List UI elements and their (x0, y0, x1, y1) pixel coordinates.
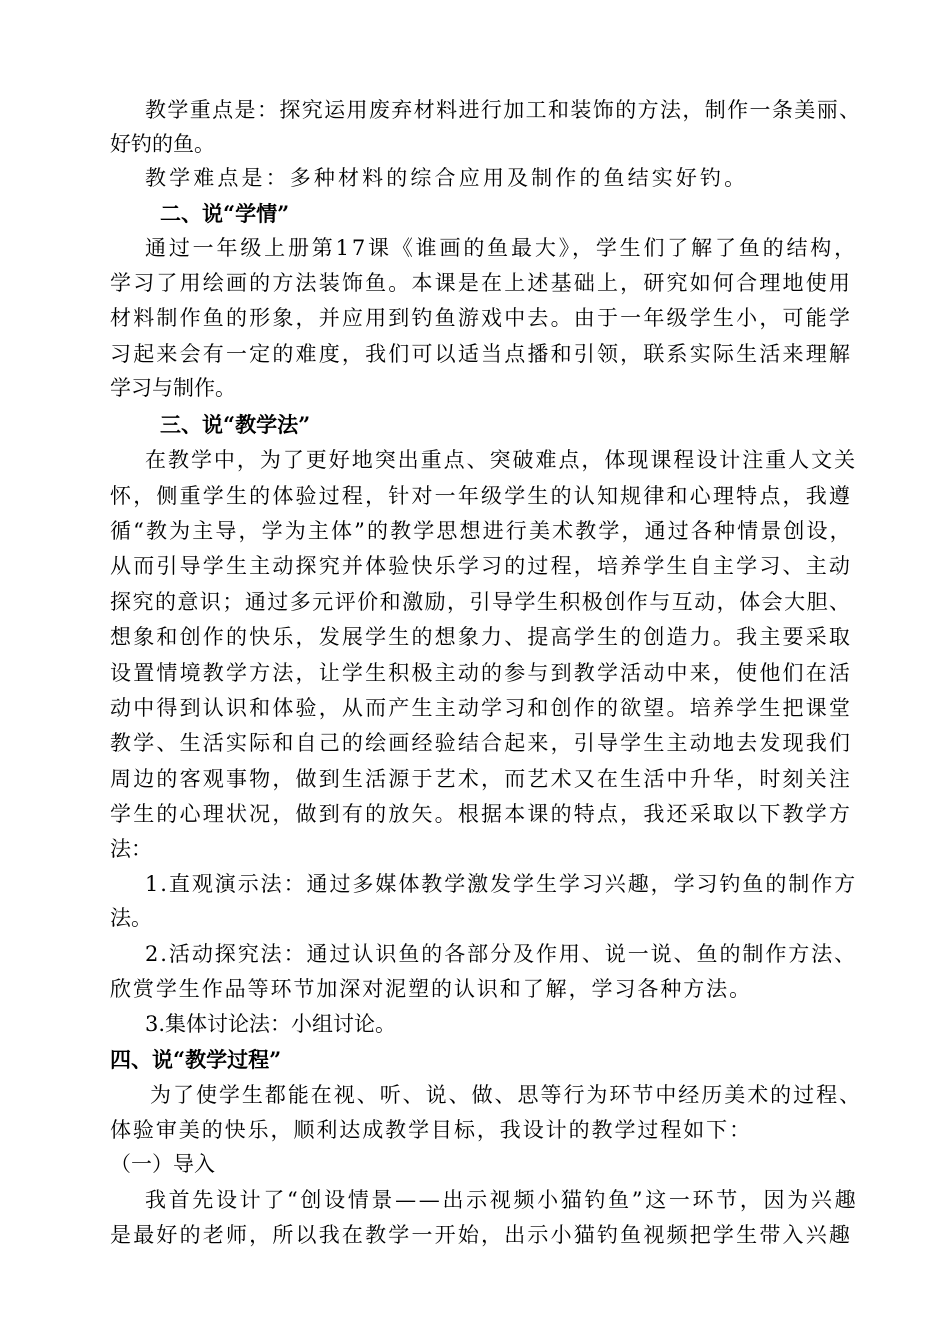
section-heading-xueqing: 二、说“学情” (160, 201, 290, 226)
text-line: 想象和创作的快乐，发展学生的想象力、提高学生的创造力。我主要采取 (110, 625, 853, 649)
text-line: 习起来会有一定的难度，我们可以适当点播和引领，联系实际生活来理解 (110, 342, 853, 366)
text-line: 体验审美的快乐，顺利达成教学目标，我设计的教学过程如下： (110, 1118, 753, 1142)
text-line: 好钓的鱼。 (110, 132, 215, 156)
text-line: 欣赏学生作品等环节加深对泥塑的认识和了解，学习各种方法。 (110, 977, 753, 1001)
text-line: 设置情境教学方法，让学生积极主动的参与到教学活动中来，使他们在活 (110, 661, 853, 685)
text-line: 从而引导学生主动探究并体验快乐学习的过程，培养学生自主学习、主动 (110, 554, 853, 578)
text-line: 循“教为主导，学为主体”的教学思想进行美术教学，通过各种情景创设， (110, 519, 853, 543)
text-line: 2.活动探究法：通过认识鱼的各部分及作用、说一说、鱼的制作方法、 (145, 942, 858, 966)
text-line: 学生的心理状况，做到有的放矢。根据本课的特点，我还采取以下教学方 (110, 802, 853, 826)
text-line: 教学、生活实际和自己的绘画经验结合起来，引导学生主动地去发现我们 (110, 731, 853, 755)
text-line: 法： (110, 837, 152, 861)
text-line: 探究的意识；通过多元评价和激励，引导学生积极创作与互动，体会大胆、 (110, 590, 852, 614)
text-line: 材料制作鱼的形象，并应用到钓鱼游戏中去。由于一年级学生小，可能学 (110, 306, 853, 330)
text-line: 周边的客观事物，做到生活源于艺术，而艺术又在生活中升华，时刻关注 (110, 767, 853, 791)
section-heading-jiaoxueguocheng: 四、说“教学过程” (110, 1047, 282, 1072)
text-line: 动中得到认识和体验，从而产生主动学习和创作的欲望。培养学生把课堂 (110, 696, 853, 720)
section-heading-jiaoxuefa: 三、说“教学法” (160, 412, 311, 437)
text-line: 教学重点是：探究运用废弃材料进行加工和装饰的方法，制作一条美丽、 (145, 98, 862, 122)
text-line: 法。 (110, 906, 152, 930)
text-line: 是最好的老师，所以我在教学一开始，出示小猫钓鱼视频把学生带入兴趣 (110, 1223, 853, 1247)
text-line: 学习与制作。 (110, 376, 236, 400)
text-line: 通过一年级上册第17课《谁画的鱼最大》，学生们了解了鱼的结构， (145, 236, 858, 260)
text-line: 我首先设计了“创设情景——出示视频小猫钓鱼”这一环节，因为兴趣 (145, 1188, 859, 1212)
text-line: 3.集体讨论法：小组讨论。 (145, 1012, 397, 1036)
text-line: 1.直观演示法：通过多媒体教学激发学生学习兴趣，学习钓鱼的制作方 (145, 872, 858, 896)
text-line: 为了使学生都能在视、听、说、做、思等行为环节中经历美术的过程、 (150, 1083, 863, 1107)
text-line: 教学难点是：多种材料的综合应用及制作的鱼结实好钓。 (145, 166, 749, 190)
text-line: 怀，侧重学生的体验过程，针对一年级学生的认知规律和心理特点，我遵 (110, 484, 853, 508)
subsection-heading-daoru: （一）导入 (110, 1152, 215, 1176)
text-line: 在教学中，为了更好地突出重点、突破难点，体现课程设计注重人文关 (145, 448, 858, 472)
text-line: 学习了用绘画的方法装饰鱼。本课是在上述基础上，研究如何合理地使用 (110, 271, 853, 295)
